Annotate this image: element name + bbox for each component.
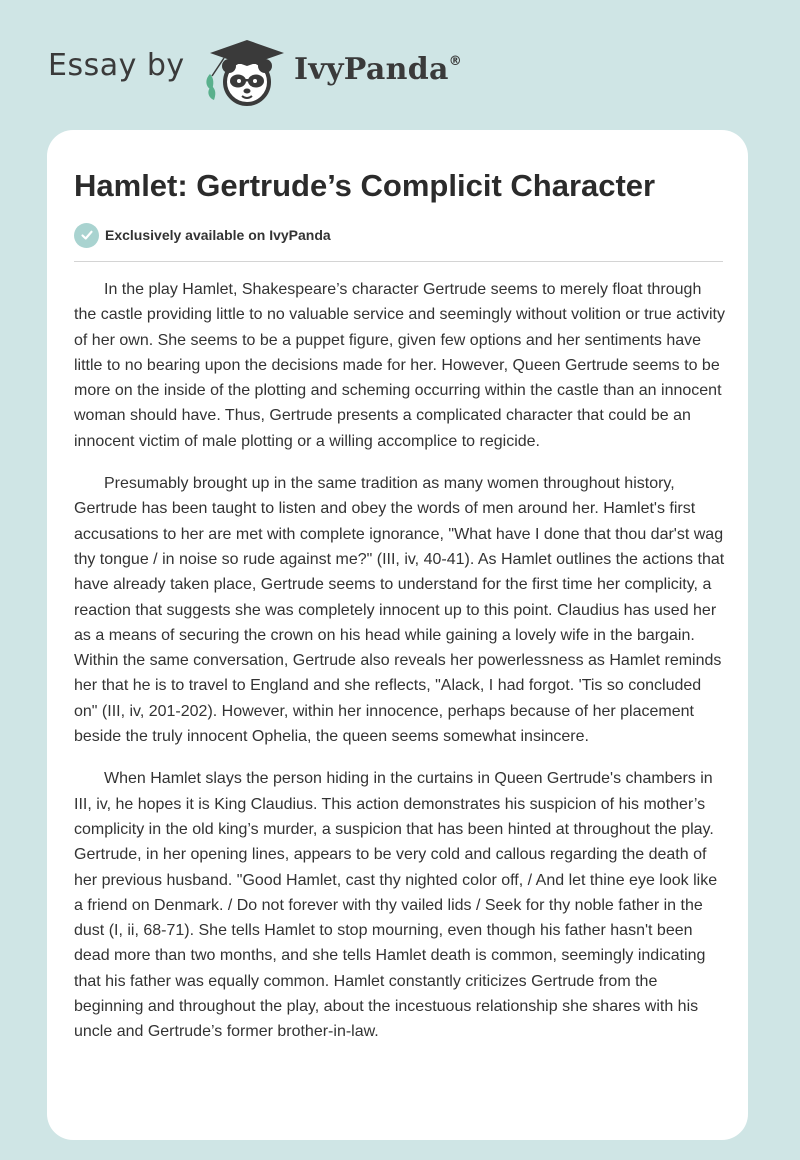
check-circle-icon: [74, 223, 99, 248]
paragraph: When Hamlet slays the person hiding in the curtains in Queen Gertrude's chambers in III, iv, he hopes it is King Claudius. This action demonstrates his suspicion of his mother’s complicity in the old king’s murder, a suspicion that has been hinted at throughout the play. Gertrude, in her opening lines, appears to be very cold and callous regarding the death of her previous husband. "Good Hamlet, cast thy nighted color off, / And let thine eye look like a friend on Denmark. / Do not forever with thy vailed lids / Seek for thy noble father in the dust (I, ii, 68-71). She tells Hamlet to stop mourning, even though his father hasn't been dead more than two months, and she tells Hamlet death is common, seemingly indicating that his father was equally common. Hamlet constantly criticizes Gertrude from the beginning and throughout the play, about the incestuous relationship she shares with his uncle and Gertrude’s former brother-in-law.: [74, 770, 718, 1041]
registered-mark: ®: [448, 54, 463, 69]
panda-logo-icon[interactable]: [202, 36, 292, 108]
page-title: Hamlet: Gertrude’s Complicit Character: [74, 168, 656, 203]
article-body: [74, 277, 726, 1062]
essay-by-label: Essay by: [48, 48, 185, 83]
brand-name[interactable]: [294, 52, 462, 87]
exclusive-badge-label: Exclusively available on IvyPanda: [105, 227, 331, 243]
site-header: [0, 0, 800, 130]
paragraph: Presumably brought up in the same tradition as many women throughout history, Gertrude has been taught to listen and obey the words of men around her. Hamlet's first accusations to her are met with complete ignorance, "What have I done that thou dar'st wag thy tongue / in noise so rude against me?" (III, iv, 40-41). As Hamlet outlines the actions that have already taken place, Gertrude seems to understand for the first time her complicity, a reaction that suggests she was completely innocent up to this point. Claudius has used her as a means of securing the crown on his head while gaining a lovely wife in the bargain. Within the same conversation, Gertrude also reveals her powerlessness as Hamlet reminds her that he is to travel to England and she reflects, "Alack, I had forgot. 'Tis so concluded on" (III, iv, 201-202). However, within her innocence, perhaps because of her placement beside the truly innocent Ophelia, the queen seems somewhat insincere.: [74, 475, 725, 746]
paragraph: In the play Hamlet, Shakespeare’s character Gertrude seems to merely float through the castle providing little to no valuable service and seemingly without volition or true activity of her own. She seems to be a puppet figure, given few options and her sentiments have little to no bearing upon the decisions made for her. However, Queen Gertrude seems to be more on the inside of the plotting and scheming occurring within the castle than an innocent woman should have. Thus, Gertrude presents a complicated character that could be an innocent victim of male plotting or a willing accomplice to regicide.: [74, 281, 725, 450]
brand-text: IvyPanda: [294, 52, 449, 87]
exclusive-badge: [74, 222, 331, 248]
essay-card: [47, 130, 748, 1140]
divider: [74, 261, 723, 262]
